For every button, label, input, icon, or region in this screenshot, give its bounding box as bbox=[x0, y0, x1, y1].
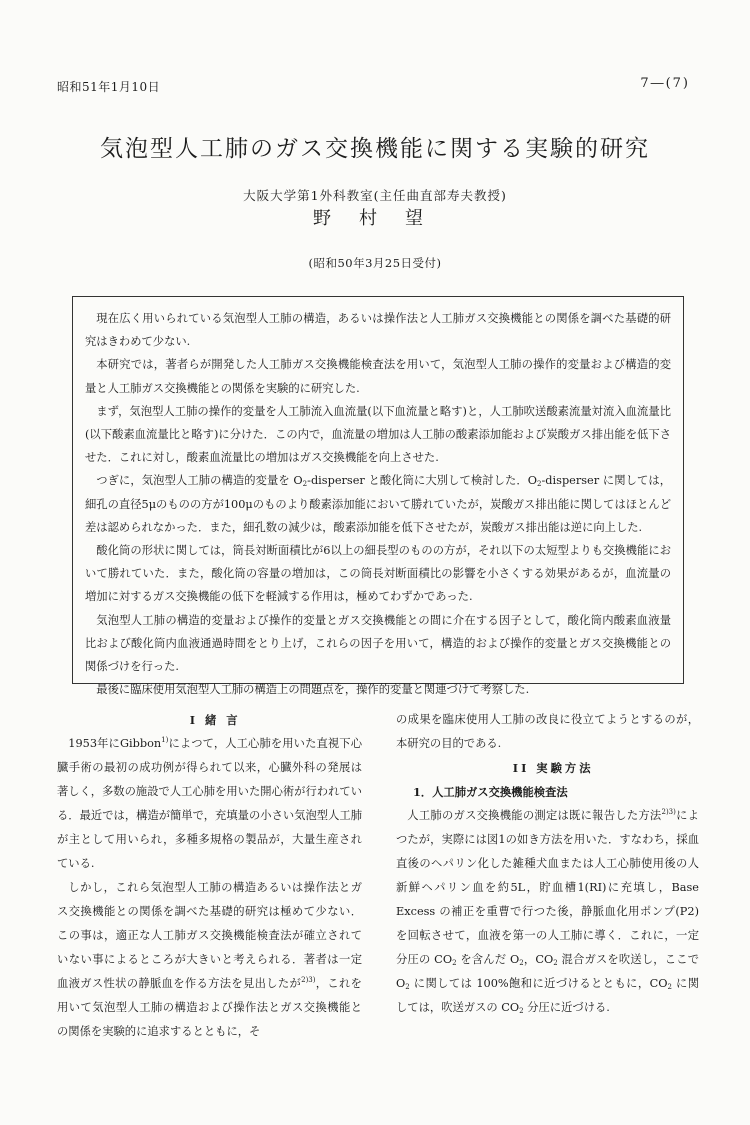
received-date: (昭和50年3月25日受付) bbox=[308, 256, 442, 270]
left-column bbox=[57, 708, 362, 1044]
abstract-paragraph: 本研究では，著者らが開発した人工肺ガス交換機能検査法を用いて，気泡型人工肺の操作的変量および構造的変量と人工肺ガス交換機能との関係を実験的に研究した. bbox=[85, 358, 671, 395]
abstract-paragraph: まず，気泡型人工肺の操作的変量を人工肺流入血流量(以下血流量と略す)と，人工肺吹送酸素流量対流入血流量比(以下酸素血流量比と略す)に分けた．この内で，血流量の増加は人工肺の酸素添加能および炭酸ガス排出能を低下させた．これに対し，酸素血流量比の増加はガス交換機能を向上させた. bbox=[85, 404, 671, 465]
citation-ref: 2)3) bbox=[661, 808, 676, 816]
abstract-paragraph: 気泡型人工肺の構造的変量および操作的変量とガス交換機能との間に介在する因子として，酸化筒内酸素血液量比および酸化筒内血液通過時間をとり上げ，これらの因子を用いて，構造的および操作的変量とガス交換機能との関係づけを行った. bbox=[85, 613, 671, 674]
body-paragraph: 1953年にGibbon$^{1)}$によつて，人工心肺を用いた直視下心臓手術の最初の成功例が得られて以来，心臓外科の発展は著しく，多数の施設で人工心肺を用いた開心術が行われている．最近では，構造が簡単で，充填量の小さい気泡型人工肺が主として用いられ，多種多規格の製品が，大量生産されている. bbox=[57, 736, 362, 870]
section-heading-methods: II 実験方法 bbox=[512, 761, 594, 775]
abstract-paragraph: 酸化筒の形状に関しては，筒長対断面積比が6以上の細長型のものの方が，それ以下の太短型よりも交換機能において勝れていた．また，酸化筒の容量の増加は，この筒長対断面積比の影響を小さくする効果があるが，血流量の増加に対するガス交換機能の低下を軽減する作用は，極めてわずかであった. bbox=[85, 544, 671, 604]
abstract-paragraph: つぎに，気泡型人工肺の構造的変量を $O_2$-disperser と酸化筒に大別して検討した．$O_2$-disperser に関しては，細孔の直径5μのものの方が100μのものより酸素添加能において勝れていたが，炭酸ガス排出能に関してはほとんど差は認められなかった．また，細孔数の減少は，酸素添加能を低下させたが，炭酸ガス排出能は逆に向上した. bbox=[85, 474, 672, 534]
author-affiliation: 大阪大学第1外科教室(主任曲直部寿夫教授) bbox=[243, 188, 507, 203]
author-name: 野村望 bbox=[313, 208, 451, 229]
body-paragraph: 人工肺のガス交換機能の測定は既に報告した方法$^{2)3)}$によつたが，実際には図1の如き方法を用いた．すなわち，採血直後のヘパリン化した雑種犬血または人工心肺使用後の人新鮮ヘパリン血を約5L，貯血槽1(RI)に充填し，Base Excess の補正を重曹で行つた後，静脈血化用ポンプ(P2)を回転させて，血液を第一の人工肺に導く．これに，一定分圧の $CO_2$ を含んだ $O_2$，$CO_2$ 混合ガスを吹送し，ここで $O_2$ に関しては 100%飽和に近づけるとともに，$CO_2$ に関しては，吹送ガスの $CO_2$ 分圧に近づける. bbox=[396, 808, 700, 1015]
abstract-paragraph: 最後に臨床使用気泡型人工肺の構造上の問題点を，操作的変量と関連づけて考察した. bbox=[96, 683, 530, 697]
abstract-box bbox=[72, 296, 684, 697]
abstract-paragraph: 現在広く用いられている気泡型人工肺の構造，あるいは操作法と人工肺ガス交換機能との関係を調べた基礎的研究はきわめて少ない. bbox=[85, 312, 671, 349]
body-paragraph: の成果を臨床使用人工肺の改良に役立てようとするのが，本研究の目的である. bbox=[396, 713, 699, 750]
subsection-heading: 1．人工肺ガス交換機能検査法 bbox=[412, 785, 568, 799]
citation-ref: 1) bbox=[161, 736, 169, 744]
publication-date: 昭和51年1月10日 bbox=[57, 80, 161, 94]
body-paragraph: しかし，これら気泡型人工肺の構造あるいは操作法とガス交換機能との関係を調べた基礎的研究は極めて少ない．この事は，適正な人工肺ガス交換機能検査法が確立されていない事によるところが大きいと考えられる．著者は一定血液ガス性状の静脈血を作る方法を見出したが$^{2)3)}$，これを用いて気泡型人工肺の構造および操作法とガス交換機能との関係を実験的に追求するとともに，そ bbox=[57, 881, 362, 1038]
right-column bbox=[396, 708, 699, 1020]
section-heading-introduction: I 緒 言 bbox=[189, 713, 241, 727]
paper-title: 気泡型人工肺のガス交換機能に関する実験的研究 bbox=[100, 136, 650, 162]
citation-ref: 2)3) bbox=[301, 976, 316, 984]
page-number: 7―(7) bbox=[640, 76, 690, 91]
